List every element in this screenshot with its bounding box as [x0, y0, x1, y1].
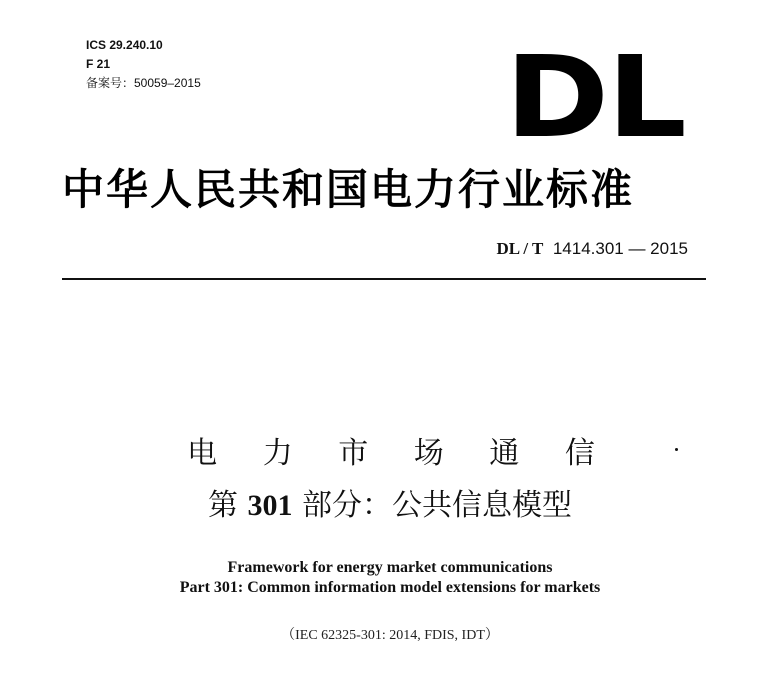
classification-code: F 21: [86, 57, 111, 71]
part-prefix: 第: [207, 488, 248, 523]
standard-number-prefix: DL / T: [496, 239, 544, 258]
ics-code: ICS 29.240.10: [86, 38, 163, 52]
iec-reference: （IEC 62325-301: 2014, FDIS, IDT）: [281, 628, 499, 643]
document-part-title-cn: [0, 480, 780, 524]
standard-number-value: 1414.301 — 2015: [552, 239, 688, 258]
document-title-en-line2: Part 301: Common information model extensions for markets: [179, 579, 601, 596]
part-suffix: 部分：公共信息模型: [292, 488, 573, 523]
standard-title: 中华人民共和国电力行业标准: [62, 165, 635, 214]
part-number: 301: [247, 489, 293, 522]
document-title-en-line1: Framework for energy market communications: [227, 559, 553, 576]
record-number: 备案号：50059–2015: [86, 76, 201, 90]
document-title-cn: 电 力 市 场 通 信: [187, 436, 613, 471]
header-divider: [62, 278, 706, 280]
dl-logo: DL: [505, 33, 685, 163]
standard-number: [496, 239, 688, 259]
document-metadata: [86, 36, 201, 93]
